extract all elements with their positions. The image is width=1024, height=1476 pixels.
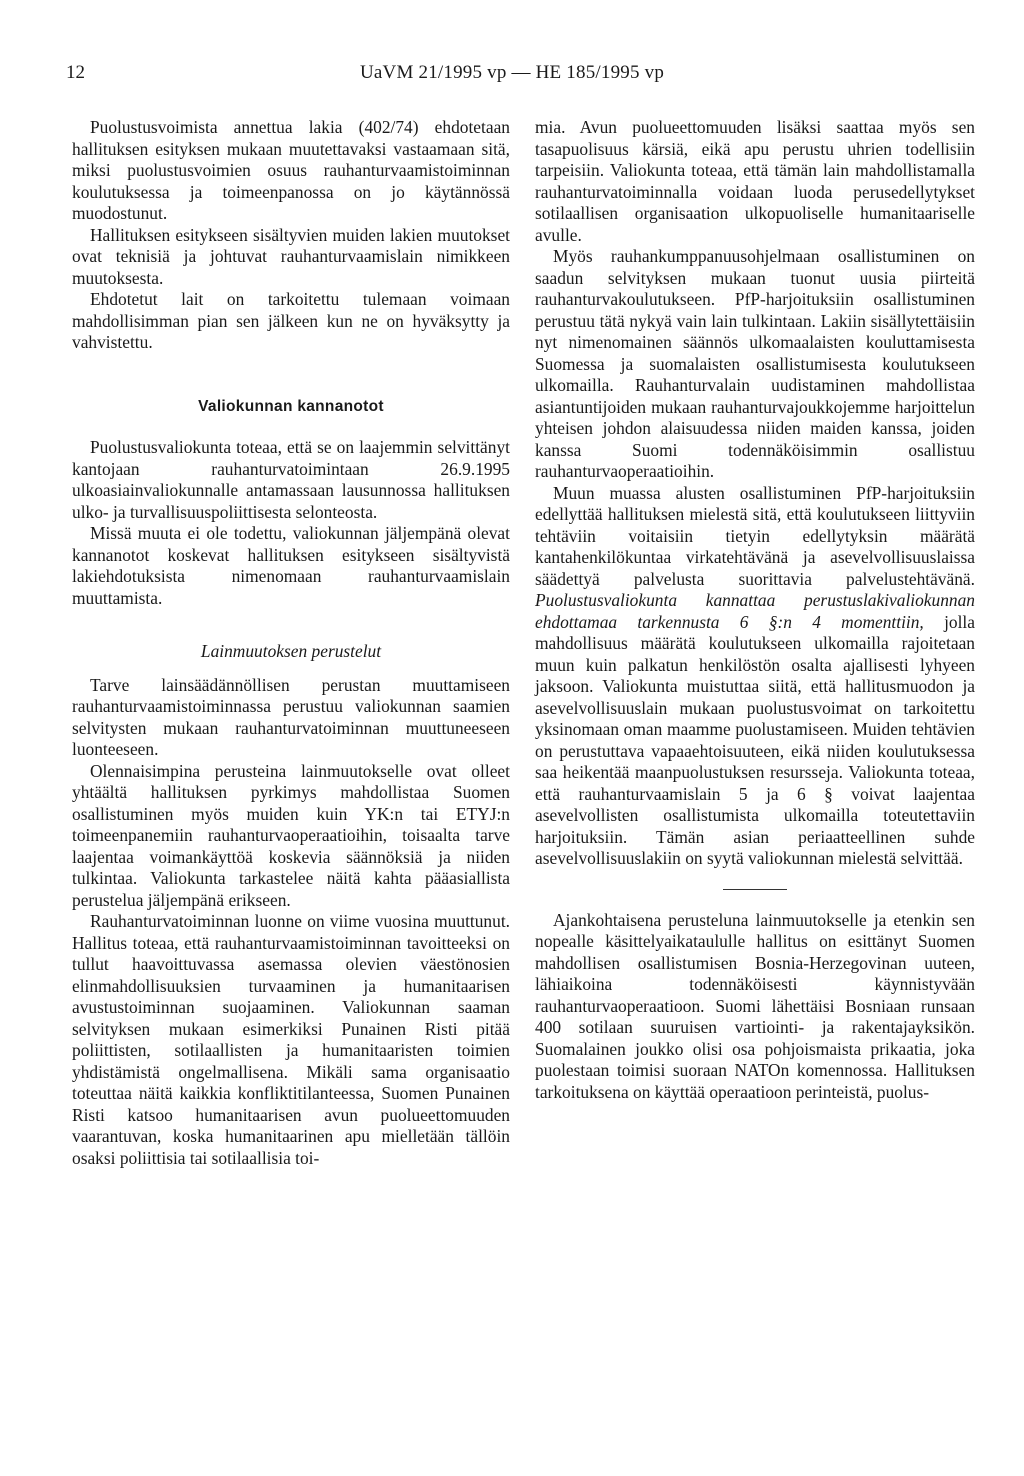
running-header: UaVM 21/1995 vp — HE 185/1995 vp xyxy=(359,62,665,83)
paragraph-text: Muun muassa alusten osallistuminen PfP-harjoituksiin edellyttää hallituksen mielestä sitä, että koulutukseen liittyviin tehtäviin voitaisiin tietyin edellytyksin määrätä kantahenkilökuntaa virkatehtävänä ja asevelvollisuuslaissa säädettyä palvelusta suorittavia palvelustehtävänä. xyxy=(535,482,975,589)
paragraph: Puolustusvoimista annettua lakia (402/74) ehdotetaan hallituksen esityksen mukaan muutettavaksi vastaamaan sitä, miksi puolustusvoimien osuus rauhanturvaamistoiminnan koulutuksessa ja toimeenpanossa on jo käytännössä muodostunut. xyxy=(72,117,510,223)
page-number: 12 xyxy=(66,62,85,83)
paragraph: Olennaisimpina perusteina lainmuutokselle ovat olleet yhtäältä hallituksen pyrkimys mahdollistaa Suomen osallistuminen myös muiden kuin YK:n tai ETYJ:n toimeenpanemiin rauhanturvaoperaatioihin, toisaalta tarve laajentaa voimankäyttöä koskevia säännöksiä ja niiden tulkintaa. Valiokunta tarkastelee näitä kahta pääasiallista perustelua jäljempänä erikseen. xyxy=(72,760,510,910)
paragraph: Hallituksen esitykseen sisältyvien muiden lakien muutokset ovat teknisiä ja johtuvat rauhanturvaamislain nimikkeen muutoksesta. xyxy=(72,224,510,288)
paragraph-text: jolla mahdollisuus määrätä koulutukseen ulkomailla rajoitetaan muun kuin palkatun henkilöstön osalta ajallisesti lyhyeen jaksoon. Valiokunta muistuttaa siitä, että hallitusmuodon ja asevelvollisuuslain mukaan puolustusvoimat on tarkoitettu yksinomaan oman maamme puolustamiseen. Muiden tehtävien on perustuttava vapaaehtoisuuteen, eikä niiden koulutuksessa saa heikentää maanpuolustuksen resursseja. Valiokunta toteaa, että rauhanturvaamislain 5 ja 6 § voivat laajentaa asevelvollisten osallistumista ulkomailla toteutettaviin harjoituksiin. Tämän asian periaatteellinen suhde asevelvollisuuslakiin on syytä valiokunnan mielestä selvittää. xyxy=(535,611,975,868)
left-column xyxy=(72,117,510,1169)
paragraph: Ehdotetut lait on tarkoitettu tulemaan voimaan mahdollisimman pian sen jälkeen kun ne on hyväksytty ja vahvistettu. xyxy=(72,289,510,352)
paragraph: Tarve lainsäädännöllisen perustan muuttamiseen rauhanturvaamistoiminnassa perustuu valiokunnan saamien selvitysten mukaan rauhanturvatoiminnan muuttuneeseen luonteeseen. xyxy=(72,674,510,759)
paragraph: Puolustusvaliokunta toteaa, että se on laajemmin selvittänyt kantojaan rauhanturvatoimintaan 26.9.1995 ulkoasiainvaliokunnalle antamassaan lausunnossa hallituksen ulko- ja turvallisuuspoliittisesta selonteosta. xyxy=(72,437,510,522)
paragraph: mia. Avun puolueettomuuden lisäksi saattaa myös sen tasapuolisuus kärsiä, eikä apu perustu uhrien todellisiin tarpeisiin. Valiokunta toteaa, että tämän lain mahdollistamalla rauhanturvatoiminnalla voidaan luoda perusedellytykset sotilaallisen organisaation ulkopuoliselle humanitaariselle avulle. xyxy=(535,117,975,245)
paragraph: Missä muuta ei ole todettu, valiokunnan jäljempänä olevat kannanotot koskevat hallituksen esitykseen sisältyvistä lakiehdotuksista nimenomaan rauhanturvaamislain muuttamista. xyxy=(72,523,510,608)
section-divider xyxy=(723,889,787,890)
right-column xyxy=(535,117,975,1103)
paragraph xyxy=(535,483,975,870)
paragraph: Myös rauhankumppanuusohjelmaan osallistuminen on saadun selvityksen mukaan tuonut uusia piirteitä rauhanturvakoulutukseen. PfP-harjoituksiin osallistuminen perustuu tätä nykyä vain lain tulkintaan. Lakiin sisällytettäisiin nyt nimenomainen säännös ulkomaalaisten kouluttamisesta Suomessa ja suomalaisten osallistumisesta koulutukseen ulkomailla. Rauhanturvalain uudistaminen mahdollistaa asiantuntijoiden mukaan rauhanturvajoukkojemme harjoittelun yhteisen johdon alaisuudessa niiden maiden kanssa, joiden kanssa Suomi todennäköisimmin osallistuu rauhanturvaoperaatioihin. xyxy=(535,246,975,481)
emphasis-text: Puolustusvaliokunta kannattaa perustuslakivaliokunnan ehdottamaa tarkennusta 6 §:n 4 momenttiin, xyxy=(535,590,975,632)
sub-heading: Lainmuutoksen perustelut xyxy=(200,641,382,661)
paragraph: Rauhanturvatoiminnan luonne on viime vuosina muuttunut. Hallitus toteaa, että rauhanturvaamistoiminnan tavoitteeksi on tullut haavoittuvassa asemassa olevien väestönosien elinmahdollisuuksien turvaaminen ja humanitaarisen avustustoiminnan suojaaminen. Valiokunnan saaman selvityksen mukaan esimerkiksi Punainen Risti pitää poliittisten, sotilaallisten ja humanitaaristen toimien yhdistämistä ongelmallisena. Mikäli sama organisaatio toteuttaa näitä kaikkia konfliktitilanteessa, Suomen Punainen Risti katsoo humanitaarisen avun puolueettomuuden vaarantuvan, koska humanitaarinen apu mielletään tällöin osaksi poliittisia tai sotilaallisia toi- xyxy=(72,911,510,1168)
section-heading: Valiokunnan kannanotot xyxy=(198,397,384,415)
paragraph: Ajankohtaisena perusteluna lainmuutokselle ja etenkin sen nopealle käsittelyaikataululle hallitus on esittänyt Suomen mahdollisen osallistumisen Bosnia-Herzegovinan uuteen, lähiaikoina todennäköisesti käynnistyvään rauhanturvaoperaatioon. Suomi lähettäisi Bosniaan runsaan 400 sotilaan suuruisen vartiointi- ja rakentajayksikön. Suomalainen joukko olisi osa pohjoismaista prikaatia, joka puolestaan toimisi suoraan NATOn komennossa. Hallituksen tarkoituksena on käyttää operaatioon perinteistä, puolus- xyxy=(535,909,975,1102)
